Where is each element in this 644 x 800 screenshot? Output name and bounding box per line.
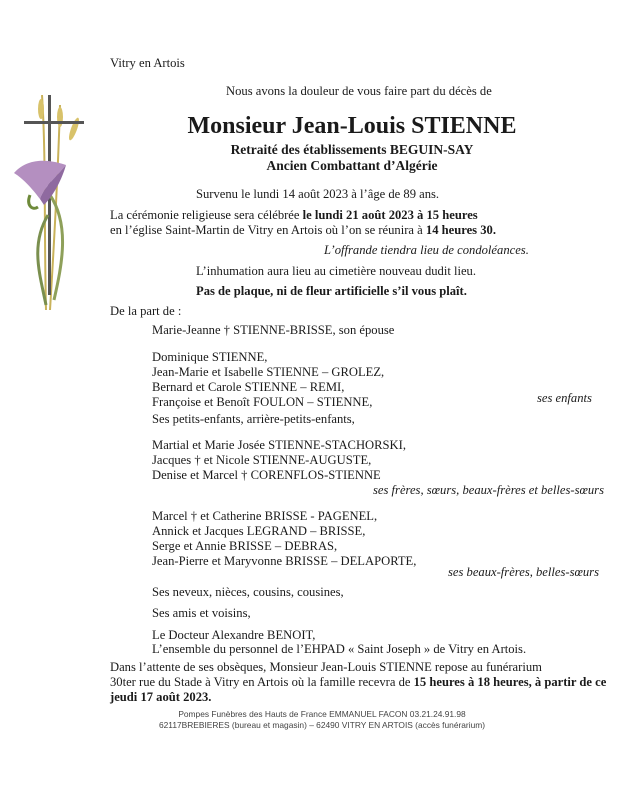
- nephews-line: Ses neveux, nièces, cousins, cousines,: [152, 585, 344, 599]
- spouse-line: Marie-Jeanne † STIENNE-BRISSE, son épouse: [152, 323, 395, 337]
- grandchildren-line: Ses petits-enfants, arrière-petits-enfants,: [152, 412, 355, 426]
- inlaw-line: Serge et Annie BRISSE – DEBRAS,: [152, 539, 338, 553]
- funeral-home-address: 30ter rue du Stade à Vitry en Artois où la famille recevra de: [110, 675, 414, 689]
- friends-line: Ses amis et voisins,: [152, 606, 251, 620]
- place-heading: Vitry en Artois: [110, 56, 185, 70]
- children-label: ses enfants: [537, 391, 592, 405]
- child-line: Jean-Marie et Isabelle STIENNE – GROLEZ,: [152, 365, 385, 379]
- child-line: Bernard et Carole STIENNE – REMI,: [152, 380, 345, 394]
- footer-company: Pompes Funèbres des Hauts de France EMMANUEL FACON 03.21.24.91.98: [178, 709, 466, 719]
- visiting-hours: 15 heures à 18 heures, à partir de ce: [413, 675, 607, 689]
- ceremony-date: le lundi 21 août 2023 à 15 heures: [302, 208, 478, 222]
- ceremony-line2: [110, 222, 496, 238]
- inlaws-label: ses beaux-frères, belles-sœurs: [448, 565, 599, 579]
- ceremony-location: en l’église Saint-Martin de Vitry en Artois où l’on se réunira à: [110, 223, 426, 237]
- from-label: De la part de :: [110, 304, 182, 318]
- deceased-occupation: Retraité des établissements BEGUIN-SAY: [230, 142, 474, 157]
- siblings-label: ses frères, sœurs, beaux-frères et belles-sœurs: [373, 483, 604, 497]
- child-line: Françoise et Benoît FOULON – STIENNE,: [152, 395, 373, 409]
- doctor-line: Le Docteur Alexandre BENOIT,: [152, 628, 316, 642]
- burial-note: L’inhumation aura lieu au cimetière nouveau dudit lieu.: [196, 264, 477, 278]
- deceased-veteran: Ancien Combattant d’Algérie: [266, 158, 438, 173]
- ceremony-line1: [110, 207, 478, 223]
- funeral-home-line2: [110, 674, 606, 690]
- deceased-name: Monsieur Jean-Louis STIENNE: [187, 113, 517, 139]
- visiting-date: jeudi 17 août 2023.: [110, 690, 212, 704]
- inlaw-line: Annick et Jacques LEGRAND – BRISSE,: [152, 524, 366, 538]
- sibling-line: Denise et Marcel † CORENFLOS-STIENNE: [152, 468, 381, 482]
- child-line: Dominique STIENNE,: [152, 350, 268, 364]
- inlaw-line: Marcel † et Catherine BRISSE - PAGENEL,: [152, 509, 378, 523]
- sibling-line: Martial et Marie Josée STIENNE-STACHORSKI,: [152, 438, 406, 452]
- offering-note: L’offrande tiendra lieu de condoléances.: [324, 243, 529, 257]
- footer-address: 62117BREBIERES (bureau et magasin) – 62490 VITRY EN ARTOIS (accès funérarium): [158, 720, 485, 730]
- intro-text: Nous avons la douleur de vous faire part du décès de: [226, 84, 492, 98]
- funeral-home-line1: Dans l’attente de ses obsèques, Monsieur Jean-Louis STIENNE repose au funérarium: [110, 660, 542, 674]
- ceremony-gathering-time: 14 heures 30.: [425, 223, 496, 237]
- no-flowers-note: Pas de plaque, ni de fleur artificielle s’il vous plaît.: [196, 284, 467, 298]
- inlaw-line: Jean-Pierre et Maryvonne BRISSE – DELAPORTE,: [152, 554, 417, 568]
- ceremony-text: La cérémonie religieuse sera célébrée: [110, 208, 303, 222]
- ehpad-line: L’ensemble du personnel de l’EHPAD « Saint Joseph » de Vitry en Artois.: [152, 642, 527, 656]
- sibling-line: Jacques † et Nicole STIENNE-AUGUSTE,: [152, 453, 372, 467]
- death-notice: Survenu le lundi 14 août 2023 à l’âge de 89 ans.: [196, 187, 440, 201]
